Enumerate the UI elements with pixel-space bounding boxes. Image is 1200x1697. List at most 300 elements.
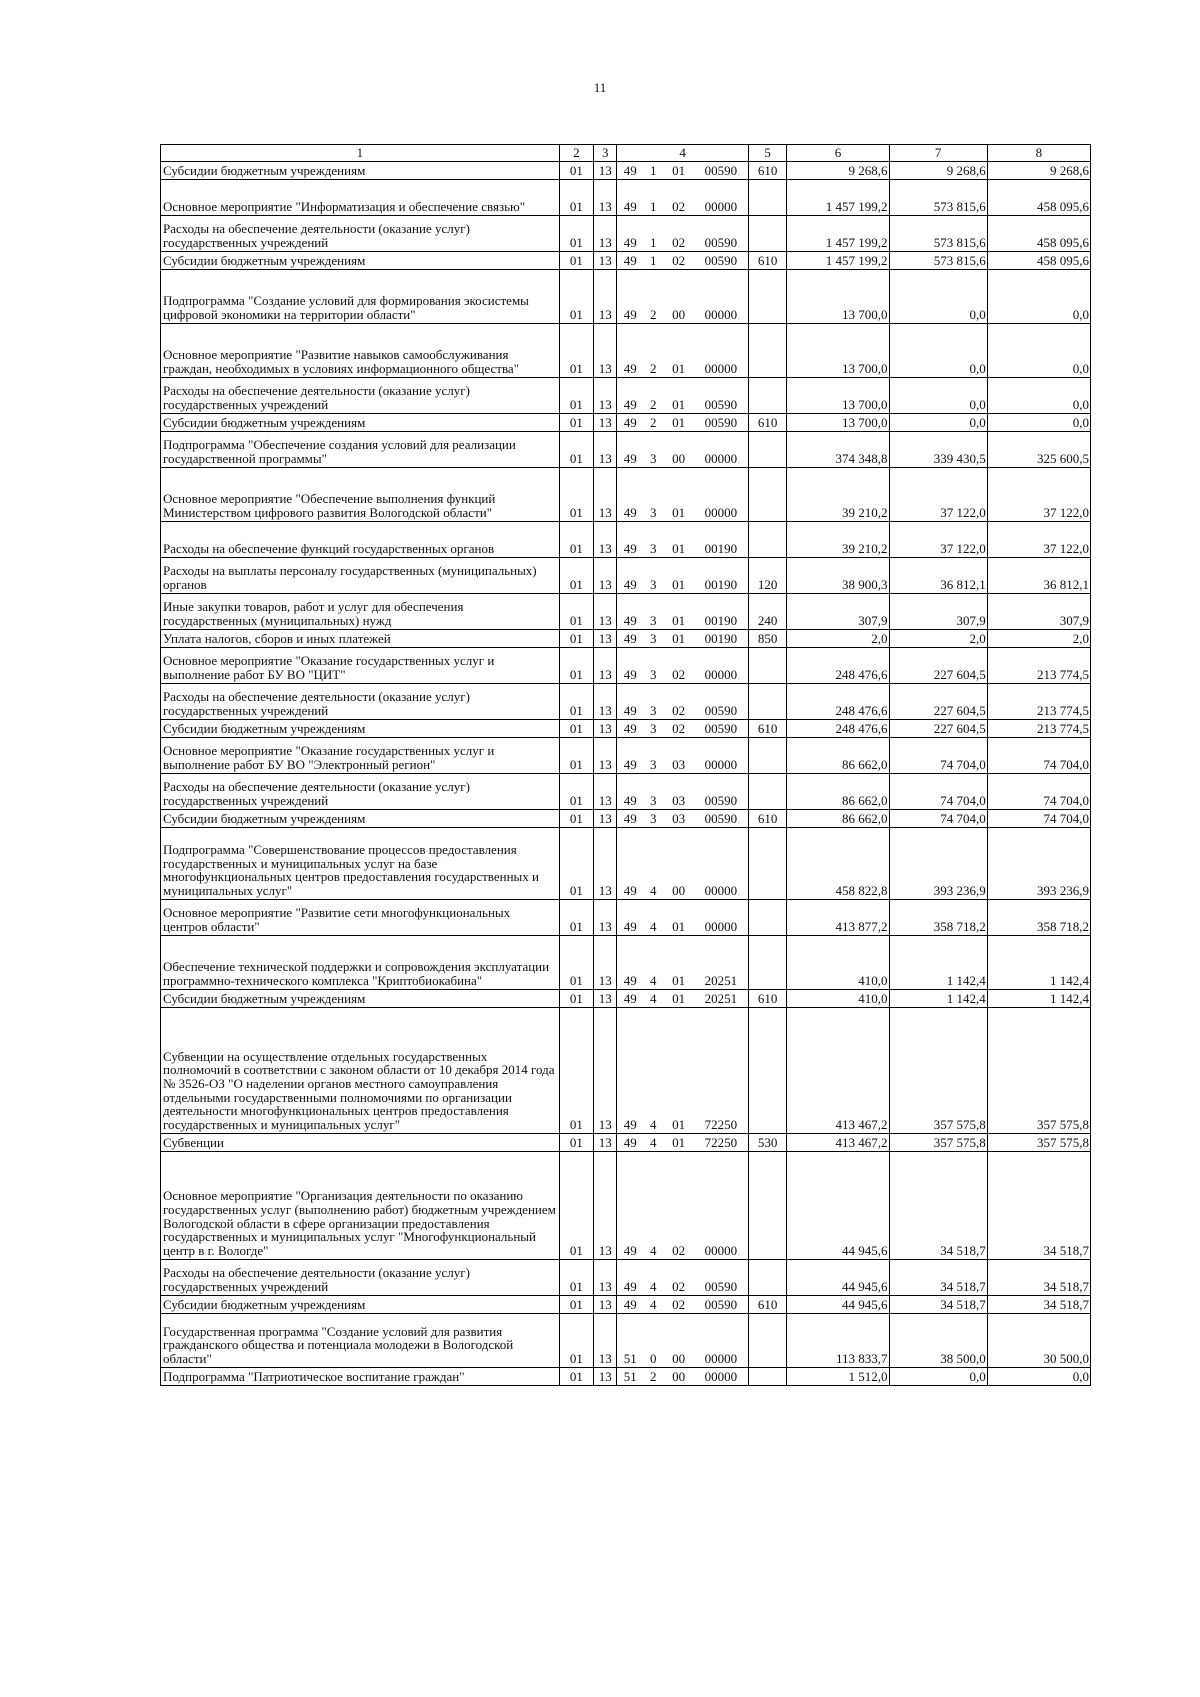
row-expense-type: 610 — [748, 809, 786, 827]
row-code-direction: 72250 — [694, 1133, 749, 1151]
budget-table — [160, 144, 1091, 1386]
header-col-8: 8 — [987, 145, 1090, 162]
header-col-7: 7 — [889, 145, 987, 162]
row-value-col6: 307,9 — [787, 593, 889, 629]
row-code-direction: 00000 — [694, 647, 749, 683]
row-expense-type — [748, 467, 786, 521]
row-value-col6: 44 945,6 — [787, 1259, 889, 1295]
row-code-subsection: 13 — [594, 323, 617, 377]
row-value-col8: 213 774,5 — [987, 719, 1090, 737]
row-code-subprogram: 3 — [643, 737, 663, 773]
row-value-col8: 0,0 — [987, 323, 1090, 377]
row-value-col8: 0,0 — [987, 413, 1090, 431]
row-code-program: 49 — [617, 323, 643, 377]
row-code-section: 01 — [559, 1007, 593, 1133]
header-col-2: 2 — [559, 145, 593, 162]
row-name: Основное мероприятие "Развитие сети многофункциональных центров области" — [161, 899, 560, 935]
row-code-measure: 02 — [663, 179, 693, 215]
row-code-measure: 01 — [663, 161, 693, 179]
row-expense-type: 120 — [748, 557, 786, 593]
row-code-subprogram: 0 — [643, 1313, 663, 1367]
row-expense-type — [748, 377, 786, 413]
row-code-measure: 03 — [663, 773, 693, 809]
row-code-section: 01 — [559, 773, 593, 809]
table-header-row — [161, 145, 1091, 162]
row-value-col6: 9 268,6 — [787, 161, 889, 179]
row-value-col8: 74 704,0 — [987, 809, 1090, 827]
row-name: Расходы на обеспечение функций государственных органов — [161, 521, 560, 557]
row-code-direction: 00000 — [694, 431, 749, 467]
row-code-measure: 01 — [663, 629, 693, 647]
row-value-col8: 74 704,0 — [987, 773, 1090, 809]
row-code-direction: 00000 — [694, 1367, 749, 1385]
row-code-direction: 00590 — [694, 161, 749, 179]
row-code-section: 01 — [559, 1295, 593, 1313]
row-value-col7: 1 142,4 — [889, 989, 987, 1007]
row-code-direction: 00590 — [694, 413, 749, 431]
row-code-section: 01 — [559, 467, 593, 521]
row-code-subprogram: 4 — [643, 1133, 663, 1151]
row-code-direction: 00590 — [694, 215, 749, 251]
row-value-col8: 34 518,7 — [987, 1151, 1090, 1259]
row-expense-type — [748, 215, 786, 251]
row-expense-type: 240 — [748, 593, 786, 629]
row-code-subprogram: 3 — [643, 593, 663, 629]
row-code-direction: 00190 — [694, 629, 749, 647]
row-code-section: 01 — [559, 1151, 593, 1259]
row-value-col6: 86 662,0 — [787, 737, 889, 773]
row-value-col7: 307,9 — [889, 593, 987, 629]
row-value-col8: 74 704,0 — [987, 737, 1090, 773]
row-name: Субсидии бюджетным учреждениям — [161, 161, 560, 179]
row-value-col6: 248 476,6 — [787, 683, 889, 719]
row-name: Основное мероприятие "Оказание государственных услуг и выполнение работ БУ ВО "Электронный регион" — [161, 737, 560, 773]
row-code-section: 01 — [559, 647, 593, 683]
row-code-direction: 72250 — [694, 1007, 749, 1133]
row-name: Субсидии бюджетным учреждениям — [161, 413, 560, 431]
row-code-subsection: 13 — [594, 413, 617, 431]
row-code-section: 01 — [559, 521, 593, 557]
row-code-section: 01 — [559, 593, 593, 629]
table-row — [161, 377, 1091, 413]
row-code-section: 01 — [559, 1367, 593, 1385]
row-code-measure: 00 — [663, 269, 693, 323]
row-value-col6: 13 700,0 — [787, 269, 889, 323]
row-code-program: 49 — [617, 1133, 643, 1151]
header-col-4: 4 — [617, 145, 749, 162]
row-code-section: 01 — [559, 251, 593, 269]
row-code-program: 49 — [617, 899, 643, 935]
row-value-col6: 39 210,2 — [787, 467, 889, 521]
row-value-col6: 248 476,6 — [787, 719, 889, 737]
row-name: Основное мероприятие "Информатизация и обеспечение связью" — [161, 179, 560, 215]
row-code-program: 49 — [617, 827, 643, 899]
row-code-program: 49 — [617, 737, 643, 773]
row-code-program: 49 — [617, 1007, 643, 1133]
table-row — [161, 593, 1091, 629]
row-code-section: 01 — [559, 179, 593, 215]
row-name: Основное мероприятие "Развитие навыков самообслуживания граждан, необходимых в условиях информационного общества" — [161, 323, 560, 377]
row-value-col7: 0,0 — [889, 377, 987, 413]
header-col-1: 1 — [161, 145, 560, 162]
row-name: Расходы на обеспечение деятельности (оказание услуг) государственных учреждений — [161, 1259, 560, 1295]
row-expense-type — [748, 179, 786, 215]
row-code-measure: 02 — [663, 215, 693, 251]
row-value-col8: 9 268,6 — [987, 161, 1090, 179]
row-value-col6: 44 945,6 — [787, 1295, 889, 1313]
row-code-direction: 00190 — [694, 521, 749, 557]
row-name: Расходы на обеспечение деятельности (оказание услуг) государственных учреждений — [161, 773, 560, 809]
row-code-measure: 02 — [663, 719, 693, 737]
row-expense-type — [748, 1007, 786, 1133]
row-expense-type — [748, 269, 786, 323]
row-code-program: 49 — [617, 467, 643, 521]
row-expense-type: 610 — [748, 1295, 786, 1313]
row-value-col7: 2,0 — [889, 629, 987, 647]
row-code-program: 51 — [617, 1367, 643, 1385]
row-code-section: 01 — [559, 683, 593, 719]
row-value-col6: 13 700,0 — [787, 323, 889, 377]
row-code-direction: 00590 — [694, 251, 749, 269]
row-name: Расходы на обеспечение деятельности (оказание услуг) государственных учреждений — [161, 683, 560, 719]
row-code-program: 49 — [617, 215, 643, 251]
row-code-direction: 00000 — [694, 737, 749, 773]
row-code-section: 01 — [559, 809, 593, 827]
table-row — [161, 809, 1091, 827]
row-code-subsection: 13 — [594, 269, 617, 323]
row-code-subsection: 13 — [594, 1367, 617, 1385]
row-expense-type — [748, 773, 786, 809]
row-code-subprogram: 1 — [643, 179, 663, 215]
row-value-col6: 410,0 — [787, 935, 889, 989]
row-value-col7: 573 815,6 — [889, 215, 987, 251]
row-code-subsection: 13 — [594, 161, 617, 179]
row-code-measure: 02 — [663, 683, 693, 719]
row-code-subprogram: 2 — [643, 377, 663, 413]
row-name: Подпрограмма "Совершенствование процессов предоставления государственных и муниципальных услуг на базе многофункциональных центров предоставления государственных и муниципальных услуг" — [161, 827, 560, 899]
row-code-measure: 00 — [663, 431, 693, 467]
row-expense-type — [748, 647, 786, 683]
row-value-col6: 38 900,3 — [787, 557, 889, 593]
row-code-measure: 01 — [663, 467, 693, 521]
row-code-measure: 03 — [663, 737, 693, 773]
row-code-program: 49 — [617, 557, 643, 593]
row-code-measure: 02 — [663, 1295, 693, 1313]
row-name: Основное мероприятие "Обеспечение выполнения функций Министерством цифрового развития Вологодской области" — [161, 467, 560, 521]
row-value-col8: 34 518,7 — [987, 1295, 1090, 1313]
row-value-col7: 227 604,5 — [889, 647, 987, 683]
row-code-program: 49 — [617, 1151, 643, 1259]
table-row — [161, 467, 1091, 521]
row-value-col7: 0,0 — [889, 1367, 987, 1385]
row-code-direction: 00000 — [694, 1151, 749, 1259]
row-code-subsection: 13 — [594, 773, 617, 809]
row-code-subprogram: 3 — [643, 647, 663, 683]
row-value-col7: 339 430,5 — [889, 431, 987, 467]
row-code-measure: 01 — [663, 323, 693, 377]
row-value-col6: 86 662,0 — [787, 809, 889, 827]
row-code-measure: 00 — [663, 1313, 693, 1367]
row-code-measure: 01 — [663, 593, 693, 629]
row-code-subsection: 13 — [594, 809, 617, 827]
header-col-3: 3 — [594, 145, 617, 162]
row-value-col7: 358 718,2 — [889, 899, 987, 935]
row-code-direction: 00190 — [694, 593, 749, 629]
row-code-subsection: 13 — [594, 179, 617, 215]
table-row — [161, 431, 1091, 467]
table-row — [161, 251, 1091, 269]
row-value-col7: 37 122,0 — [889, 521, 987, 557]
page-number: 11 — [593, 80, 607, 95]
row-code-measure: 00 — [663, 827, 693, 899]
row-value-col8: 458 095,6 — [987, 215, 1090, 251]
row-value-col6: 374 348,8 — [787, 431, 889, 467]
row-code-measure: 01 — [663, 413, 693, 431]
row-code-subsection: 13 — [594, 467, 617, 521]
row-name: Иные закупки товаров, работ и услуг для обеспечения государственных (муниципальных) нужд — [161, 593, 560, 629]
row-code-program: 49 — [617, 809, 643, 827]
row-code-measure: 02 — [663, 251, 693, 269]
row-value-col6: 113 833,7 — [787, 1313, 889, 1367]
row-value-col7: 357 575,8 — [889, 1133, 987, 1151]
row-code-direction: 00000 — [694, 899, 749, 935]
row-code-subsection: 13 — [594, 215, 617, 251]
table-row — [161, 179, 1091, 215]
row-value-col8: 325 600,5 — [987, 431, 1090, 467]
row-value-col8: 0,0 — [987, 269, 1090, 323]
row-name: Государственная программа "Создание условий для развития гражданского общества и потенциала молодежи в Вологодской области" — [161, 1313, 560, 1367]
row-value-col7: 573 815,6 — [889, 251, 987, 269]
row-code-section: 01 — [559, 413, 593, 431]
row-code-measure: 02 — [663, 1259, 693, 1295]
row-expense-type — [748, 521, 786, 557]
row-value-col7: 393 236,9 — [889, 827, 987, 899]
row-value-col8: 0,0 — [987, 377, 1090, 413]
row-value-col7: 0,0 — [889, 269, 987, 323]
row-code-direction: 00000 — [694, 827, 749, 899]
row-code-measure: 01 — [663, 521, 693, 557]
row-code-direction: 20251 — [694, 935, 749, 989]
row-name: Субсидии бюджетным учреждениям — [161, 719, 560, 737]
row-expense-type — [748, 323, 786, 377]
row-code-program: 51 — [617, 1313, 643, 1367]
row-value-col8: 307,9 — [987, 593, 1090, 629]
row-code-direction: 00590 — [694, 683, 749, 719]
row-code-subprogram: 3 — [643, 773, 663, 809]
row-value-col8: 393 236,9 — [987, 827, 1090, 899]
row-code-direction: 00000 — [694, 323, 749, 377]
row-code-subprogram: 4 — [643, 989, 663, 1007]
row-name: Основное мероприятие "Организация деятельности по оказанию государственных услуг (выполнению работ) бюджетным учреждением Вологодской области в сфере организации предоставления государственных и муниципальных услуг "Многофункциональный центр в г. Вологде" — [161, 1151, 560, 1259]
row-value-col6: 13 700,0 — [787, 413, 889, 431]
row-code-subsection: 13 — [594, 251, 617, 269]
row-value-col7: 34 518,7 — [889, 1295, 987, 1313]
table-row — [161, 1295, 1091, 1313]
row-code-direction: 00590 — [694, 809, 749, 827]
row-code-section: 01 — [559, 1133, 593, 1151]
row-name: Обеспечение технической поддержки и сопровождения эксплуатации программно-технического комплекса "Криптобиокабина" — [161, 935, 560, 989]
row-value-col8: 34 518,7 — [987, 1259, 1090, 1295]
row-code-direction: 00000 — [694, 269, 749, 323]
row-code-subsection: 13 — [594, 827, 617, 899]
row-code-section: 01 — [559, 431, 593, 467]
row-name: Субсидии бюджетным учреждениям — [161, 809, 560, 827]
row-value-col8: 357 575,8 — [987, 1133, 1090, 1151]
row-expense-type — [748, 1313, 786, 1367]
row-code-program: 49 — [617, 161, 643, 179]
table-row — [161, 1133, 1091, 1151]
row-code-direction: 00190 — [694, 557, 749, 593]
row-code-program: 49 — [617, 179, 643, 215]
row-code-subprogram: 1 — [643, 161, 663, 179]
row-code-direction: 00000 — [694, 467, 749, 521]
row-name: Основное мероприятие "Оказание государственных услуг и выполнение работ БУ ВО "ЦИТ" — [161, 647, 560, 683]
table-row — [161, 1367, 1091, 1385]
table-row — [161, 719, 1091, 737]
row-name: Расходы на обеспечение деятельности (оказание услуг) государственных учреждений — [161, 215, 560, 251]
row-value-col8: 458 095,6 — [987, 251, 1090, 269]
row-code-program: 49 — [617, 683, 643, 719]
row-code-subsection: 13 — [594, 431, 617, 467]
row-value-col7: 357 575,8 — [889, 1007, 987, 1133]
row-code-subsection: 13 — [594, 1295, 617, 1313]
header-col-5: 5 — [748, 145, 786, 162]
row-code-subprogram: 4 — [643, 899, 663, 935]
row-expense-type — [748, 1259, 786, 1295]
row-name: Расходы на обеспечение деятельности (оказание услуг) государственных учреждений — [161, 377, 560, 413]
row-code-subprogram: 3 — [643, 809, 663, 827]
row-code-measure: 02 — [663, 1151, 693, 1259]
row-expense-type: 610 — [748, 413, 786, 431]
row-code-subprogram: 4 — [643, 1151, 663, 1259]
row-value-col8: 358 718,2 — [987, 899, 1090, 935]
row-value-col8: 357 575,8 — [987, 1007, 1090, 1133]
table-row — [161, 989, 1091, 1007]
row-code-section: 01 — [559, 629, 593, 647]
row-expense-type — [748, 899, 786, 935]
row-value-col7: 227 604,5 — [889, 719, 987, 737]
row-code-section: 01 — [559, 215, 593, 251]
table-row — [161, 1007, 1091, 1133]
row-name: Подпрограмма "Обеспечение создания условий для реализации государственной программы" — [161, 431, 560, 467]
row-code-section: 01 — [559, 161, 593, 179]
row-code-subsection: 13 — [594, 1313, 617, 1367]
row-code-measure: 01 — [663, 557, 693, 593]
row-code-direction: 00590 — [694, 1295, 749, 1313]
row-code-subsection: 13 — [594, 377, 617, 413]
table-row — [161, 827, 1091, 899]
row-value-col8: 213 774,5 — [987, 683, 1090, 719]
row-code-section: 01 — [559, 557, 593, 593]
table-row — [161, 683, 1091, 719]
row-code-subprogram: 2 — [643, 323, 663, 377]
row-value-col7: 0,0 — [889, 413, 987, 431]
row-code-subsection: 13 — [594, 647, 617, 683]
row-code-direction: 00000 — [694, 1313, 749, 1367]
row-expense-type — [748, 935, 786, 989]
row-name: Уплата налогов, сборов и иных платежей — [161, 629, 560, 647]
row-code-section: 01 — [559, 719, 593, 737]
row-code-section: 01 — [559, 737, 593, 773]
row-code-program: 49 — [617, 431, 643, 467]
row-value-col8: 213 774,5 — [987, 647, 1090, 683]
row-value-col6: 44 945,6 — [787, 1151, 889, 1259]
row-code-program: 49 — [617, 1259, 643, 1295]
row-code-program: 49 — [617, 521, 643, 557]
table-row — [161, 1259, 1091, 1295]
row-code-subsection: 13 — [594, 593, 617, 629]
table-row — [161, 161, 1091, 179]
table-row — [161, 899, 1091, 935]
row-value-col6: 413 877,2 — [787, 899, 889, 935]
row-expense-type — [748, 737, 786, 773]
table-row — [161, 413, 1091, 431]
table-row — [161, 935, 1091, 989]
row-value-col8: 37 122,0 — [987, 521, 1090, 557]
table-row — [161, 1151, 1091, 1259]
row-expense-type — [748, 683, 786, 719]
row-expense-type: 610 — [748, 161, 786, 179]
row-code-subprogram: 2 — [643, 269, 663, 323]
row-code-program: 49 — [617, 377, 643, 413]
row-code-subsection: 13 — [594, 683, 617, 719]
row-code-program: 49 — [617, 1295, 643, 1313]
row-code-direction: 00590 — [694, 377, 749, 413]
row-code-subsection: 13 — [594, 989, 617, 1007]
row-value-col7: 34 518,7 — [889, 1151, 987, 1259]
row-code-program: 49 — [617, 413, 643, 431]
row-code-program: 49 — [617, 647, 643, 683]
row-code-section: 01 — [559, 1313, 593, 1367]
row-code-program: 49 — [617, 629, 643, 647]
row-value-col6: 1 457 199,2 — [787, 215, 889, 251]
row-code-section: 01 — [559, 935, 593, 989]
row-code-measure: 01 — [663, 1007, 693, 1133]
row-value-col6: 2,0 — [787, 629, 889, 647]
row-code-subprogram: 3 — [643, 467, 663, 521]
row-code-measure: 01 — [663, 989, 693, 1007]
row-code-section: 01 — [559, 989, 593, 1007]
row-code-subprogram: 1 — [643, 215, 663, 251]
row-code-measure: 01 — [663, 377, 693, 413]
row-value-col7: 74 704,0 — [889, 809, 987, 827]
row-code-subsection: 13 — [594, 1007, 617, 1133]
table-row — [161, 521, 1091, 557]
row-value-col6: 86 662,0 — [787, 773, 889, 809]
row-value-col7: 227 604,5 — [889, 683, 987, 719]
row-value-col8: 1 142,4 — [987, 935, 1090, 989]
row-code-subsection: 13 — [594, 557, 617, 593]
row-name: Субвенции на осуществление отдельных государственных полномочий в соответствии с законом области от 10 декабря 2014 года № 3526-ОЗ "О наделении органов местного самоуправления отдельными государственными полномочиями по организации деятельности многофункциональных центров предоставления государственных и муниципальных услуг" — [161, 1007, 560, 1133]
row-expense-type: 610 — [748, 251, 786, 269]
row-code-direction: 20251 — [694, 989, 749, 1007]
row-value-col7: 37 122,0 — [889, 467, 987, 521]
row-value-col6: 1 512,0 — [787, 1367, 889, 1385]
row-code-section: 01 — [559, 269, 593, 323]
row-code-direction: 00590 — [694, 1259, 749, 1295]
row-name: Подпрограмма "Создание условий для формирования экосистемы цифровой экономики на территории области" — [161, 269, 560, 323]
row-code-section: 01 — [559, 323, 593, 377]
row-code-direction: 00590 — [694, 719, 749, 737]
row-code-subsection: 13 — [594, 737, 617, 773]
row-value-col6: 248 476,6 — [787, 647, 889, 683]
row-code-subprogram: 3 — [643, 719, 663, 737]
row-name: Подпрограмма "Патриотическое воспитание граждан" — [161, 1367, 560, 1385]
row-code-subprogram: 3 — [643, 629, 663, 647]
row-code-subsection: 13 — [594, 899, 617, 935]
table-row — [161, 215, 1091, 251]
row-value-col7: 74 704,0 — [889, 737, 987, 773]
